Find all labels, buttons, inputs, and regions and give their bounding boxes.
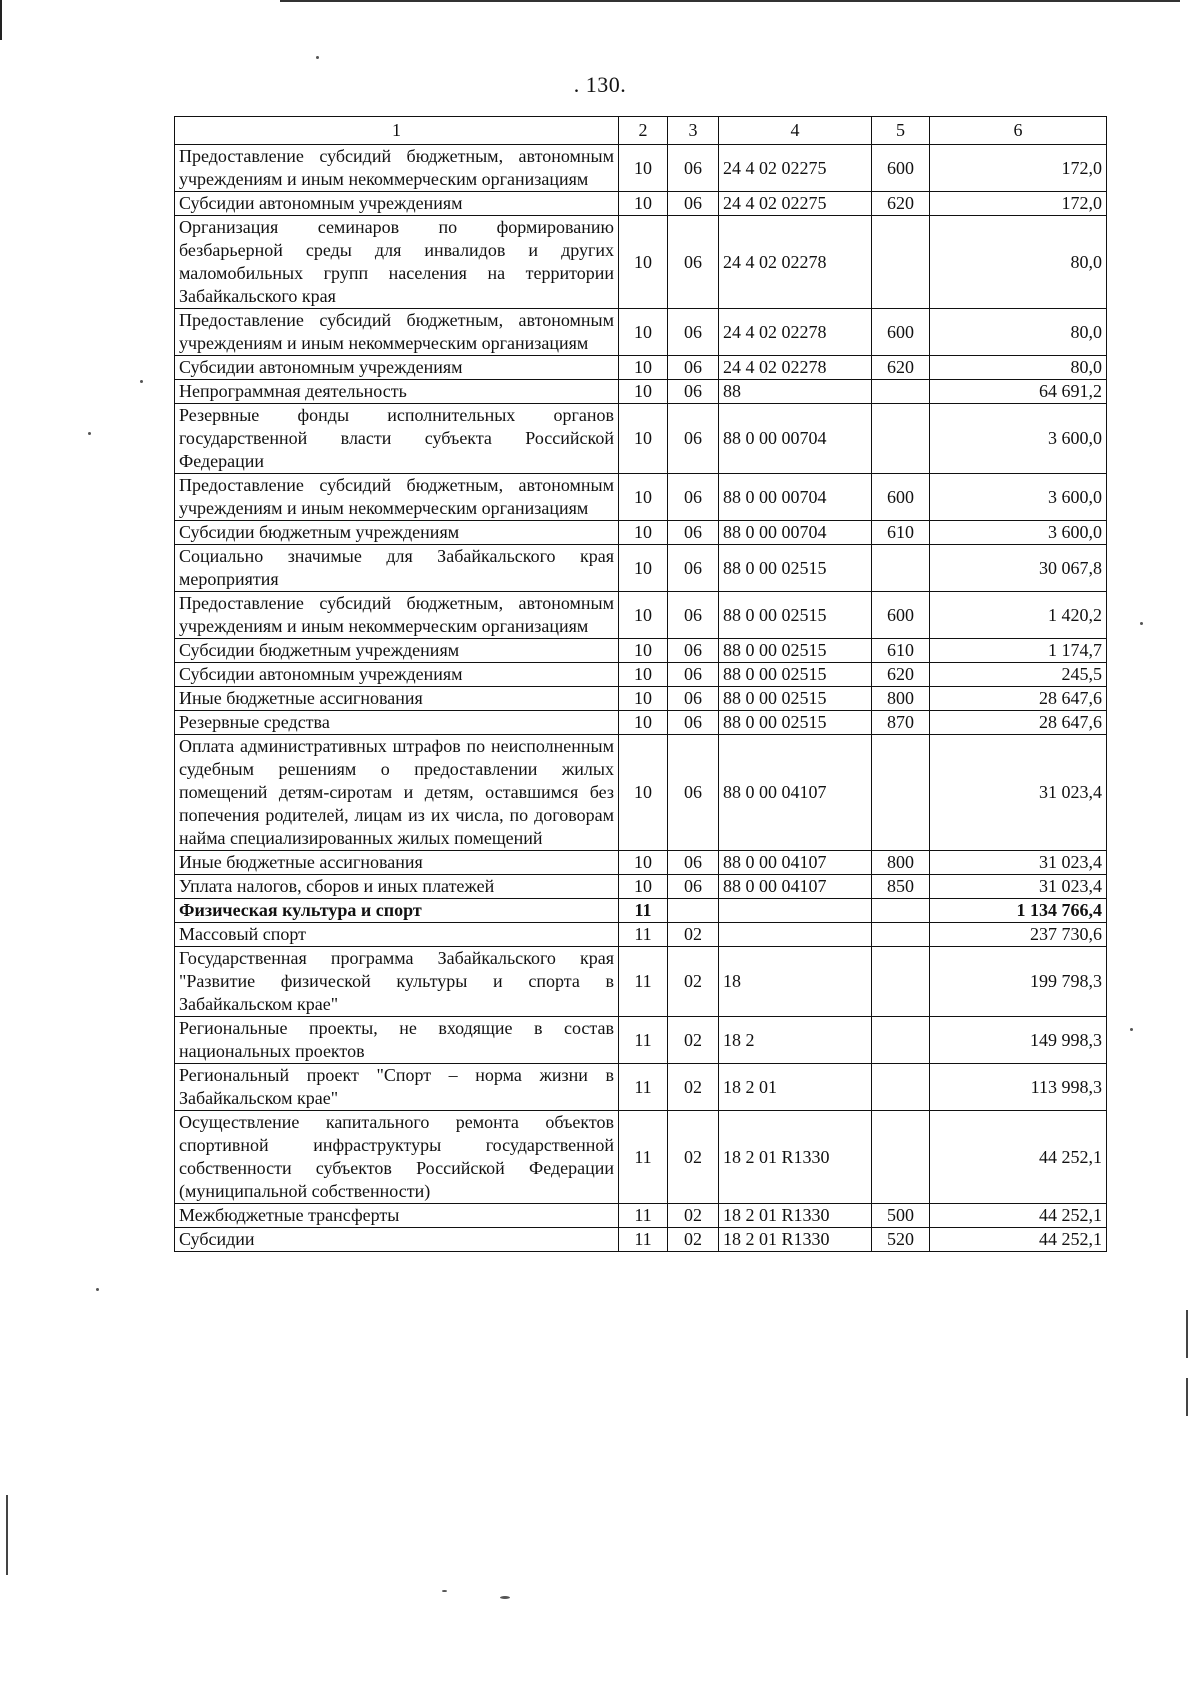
row-expense-type: [872, 735, 930, 851]
row-name: Государственная программа Забайкальского края "Развитие физической культуры и спорта в Забайкальском крае": [175, 947, 619, 1017]
table-row: [175, 145, 1107, 192]
row-name: Физическая культура и спорт: [175, 899, 619, 923]
header-col-2: 2: [619, 117, 668, 145]
table-row: [175, 192, 1107, 216]
table-row: [175, 1228, 1107, 1252]
row-amount: 64 691,2: [930, 380, 1107, 404]
row-name: Уплата налогов, сборов и иных платежей: [175, 875, 619, 899]
row-target-code: 18 2: [719, 1017, 872, 1064]
row-amount: 1 134 766,4: [930, 899, 1107, 923]
scan-border-left: [0, 0, 2, 40]
row-name: Предоставление субсидий бюджетным, автономным учреждениям и иным некоммерческим организациям: [175, 592, 619, 639]
row-target-code: 24 4 02 02275: [719, 192, 872, 216]
table-row: [175, 216, 1107, 309]
table-row: [175, 899, 1107, 923]
row-section: 11: [619, 947, 668, 1017]
row-section: 10: [619, 192, 668, 216]
row-name: Субсидии бюджетным учреждениям: [175, 521, 619, 545]
row-name: Массовый спорт: [175, 923, 619, 947]
row-amount: 31 023,4: [930, 735, 1107, 851]
row-name: Оплата административных штрафов по неисполненным судебным решениям о предоставлении жилых помещений детям-сиротам и детям, оставшимся без попечения родителей, лицам из их числа, по договорам найма специализированных жилых помещений: [175, 735, 619, 851]
row-section: 10: [619, 380, 668, 404]
row-amount: 149 998,3: [930, 1017, 1107, 1064]
header-col-1: 1: [175, 117, 619, 145]
row-amount: 44 252,1: [930, 1204, 1107, 1228]
row-section: 11: [619, 1017, 668, 1064]
row-name: Предоставление субсидий бюджетным, автономным учреждениям и иным некоммерческим организациям: [175, 145, 619, 192]
row-section: 10: [619, 216, 668, 309]
row-expense-type: 620: [872, 663, 930, 687]
header-col-3: 3: [668, 117, 719, 145]
row-subsection: 02: [668, 923, 719, 947]
row-expense-type: 620: [872, 192, 930, 216]
row-section: 11: [619, 1111, 668, 1204]
row-expense-type: 610: [872, 639, 930, 663]
row-target-code: 88 0 00 00704: [719, 404, 872, 474]
row-target-code: 18: [719, 947, 872, 1017]
row-section: 10: [619, 309, 668, 356]
table-row: [175, 592, 1107, 639]
row-target-code: 88 0 00 02515: [719, 639, 872, 663]
budget-table: [174, 116, 1107, 1252]
row-amount: 80,0: [930, 309, 1107, 356]
row-section: 10: [619, 639, 668, 663]
row-expense-type: 800: [872, 851, 930, 875]
row-subsection: 06: [668, 404, 719, 474]
row-name: Субсидии автономным учреждениям: [175, 192, 619, 216]
row-name: Межбюджетные трансферты: [175, 1204, 619, 1228]
table-row: [175, 687, 1107, 711]
row-subsection: 06: [668, 192, 719, 216]
row-expense-type: 600: [872, 309, 930, 356]
row-subsection: 02: [668, 1064, 719, 1111]
table-row: [175, 851, 1107, 875]
row-amount: 113 998,3: [930, 1064, 1107, 1111]
scan-margin-mark: [6, 1495, 8, 1575]
row-amount: 44 252,1: [930, 1228, 1107, 1252]
table-row: [175, 1111, 1107, 1204]
row-expense-type: [872, 923, 930, 947]
row-target-code: 88 0 00 04107: [719, 851, 872, 875]
row-subsection: 02: [668, 1017, 719, 1064]
row-name: Региональные проекты, не входящие в состав национальных проектов: [175, 1017, 619, 1064]
table-row: [175, 875, 1107, 899]
row-amount: 30 067,8: [930, 545, 1107, 592]
table-row: [175, 404, 1107, 474]
row-amount: 80,0: [930, 356, 1107, 380]
scan-margin-mark: [1186, 1378, 1188, 1416]
table-row: [175, 663, 1107, 687]
row-amount: 44 252,1: [930, 1111, 1107, 1204]
row-subsection: 02: [668, 1111, 719, 1204]
row-section: 10: [619, 592, 668, 639]
row-target-code: [719, 923, 872, 947]
row-subsection: [668, 899, 719, 923]
row-subsection: 06: [668, 545, 719, 592]
table-row: [175, 309, 1107, 356]
row-expense-type: [872, 380, 930, 404]
row-expense-type: [872, 1111, 930, 1204]
row-name: Субсидии бюджетным учреждениям: [175, 639, 619, 663]
row-target-code: 88 0 00 02515: [719, 592, 872, 639]
row-section: 11: [619, 923, 668, 947]
row-section: 10: [619, 851, 668, 875]
row-subsection: 06: [668, 356, 719, 380]
table-row: [175, 711, 1107, 735]
row-subsection: 06: [668, 521, 719, 545]
row-name: Иные бюджетные ассигнования: [175, 851, 619, 875]
row-amount: 245,5: [930, 663, 1107, 687]
row-section: 10: [619, 687, 668, 711]
table-row: [175, 923, 1107, 947]
row-subsection: 06: [668, 380, 719, 404]
row-expense-type: 500: [872, 1204, 930, 1228]
row-section: 10: [619, 735, 668, 851]
row-subsection: 06: [668, 735, 719, 851]
table-row: [175, 521, 1107, 545]
row-target-code: 88: [719, 380, 872, 404]
row-amount: 1 174,7: [930, 639, 1107, 663]
row-target-code: 88 0 00 02515: [719, 545, 872, 592]
scan-speck: [1130, 1028, 1133, 1031]
scan-speck: [442, 1590, 447, 1592]
table-row: [175, 474, 1107, 521]
row-expense-type: 600: [872, 145, 930, 192]
row-expense-type: 520: [872, 1228, 930, 1252]
table-row: [175, 1204, 1107, 1228]
row-amount: 28 647,6: [930, 687, 1107, 711]
table-row: [175, 639, 1107, 663]
table-row: [175, 545, 1107, 592]
row-target-code: 18 2 01: [719, 1064, 872, 1111]
table-row: [175, 1064, 1107, 1111]
row-subsection: 06: [668, 145, 719, 192]
row-target-code: 24 4 02 02275: [719, 145, 872, 192]
row-subsection: 06: [668, 711, 719, 735]
row-target-code: 88 0 00 02515: [719, 687, 872, 711]
row-expense-type: 600: [872, 474, 930, 521]
row-target-code: 88 0 00 02515: [719, 663, 872, 687]
row-target-code: 88 0 00 02515: [719, 711, 872, 735]
row-expense-type: [872, 947, 930, 1017]
row-section: 10: [619, 663, 668, 687]
row-expense-type: [872, 1064, 930, 1111]
row-amount: 28 647,6: [930, 711, 1107, 735]
row-subsection: 02: [668, 947, 719, 1017]
row-subsection: 06: [668, 663, 719, 687]
row-subsection: 06: [668, 875, 719, 899]
row-section: 10: [619, 356, 668, 380]
row-name: Региональный проект "Спорт – норма жизни в Забайкальском крае": [175, 1064, 619, 1111]
row-name: Организация семинаров по формированию безбарьерной среды для инвалидов и других маломобильных групп населения на территории Забайкальского края: [175, 216, 619, 309]
row-subsection: 06: [668, 851, 719, 875]
scan-speck: [316, 56, 319, 59]
row-expense-type: 620: [872, 356, 930, 380]
row-target-code: 88 0 00 00704: [719, 474, 872, 521]
row-name: Субсидии: [175, 1228, 619, 1252]
row-section: 11: [619, 1228, 668, 1252]
row-expense-type: 850: [872, 875, 930, 899]
table-row: [175, 1017, 1107, 1064]
row-section: 11: [619, 1064, 668, 1111]
row-amount: 237 730,6: [930, 923, 1107, 947]
scan-speck: [500, 1596, 510, 1599]
row-subsection: 06: [668, 592, 719, 639]
row-amount: 3 600,0: [930, 521, 1107, 545]
row-expense-type: 870: [872, 711, 930, 735]
scan-speck: [140, 380, 143, 383]
row-subsection: 06: [668, 639, 719, 663]
row-name: Предоставление субсидий бюджетным, автономным учреждениям и иным некоммерческим организациям: [175, 309, 619, 356]
row-section: 10: [619, 711, 668, 735]
header-col-5: 5: [872, 117, 930, 145]
scan-margin-mark: [1186, 1310, 1188, 1358]
row-target-code: 24 4 02 02278: [719, 356, 872, 380]
table-header-row: [175, 117, 1107, 145]
row-name: Непрограммная деятельность: [175, 380, 619, 404]
row-expense-type: 610: [872, 521, 930, 545]
row-name: Субсидии автономным учреждениям: [175, 356, 619, 380]
row-name: Иные бюджетные ассигнования: [175, 687, 619, 711]
table-row: [175, 380, 1107, 404]
row-amount: 172,0: [930, 192, 1107, 216]
row-target-code: 24 4 02 02278: [719, 216, 872, 309]
row-section: 10: [619, 875, 668, 899]
row-name: Социально значимые для Забайкальского края мероприятия: [175, 545, 619, 592]
row-section: 11: [619, 1204, 668, 1228]
table-row: [175, 947, 1107, 1017]
row-expense-type: [872, 1017, 930, 1064]
row-expense-type: [872, 899, 930, 923]
row-amount: 199 798,3: [930, 947, 1107, 1017]
scan-border-top: [280, 0, 1180, 2]
row-target-code: 88 0 00 00704: [719, 521, 872, 545]
table-row: [175, 356, 1107, 380]
row-target-code: 24 4 02 02278: [719, 309, 872, 356]
row-expense-type: [872, 216, 930, 309]
row-subsection: 02: [668, 1204, 719, 1228]
row-amount: 3 600,0: [930, 404, 1107, 474]
scan-speck: [1140, 622, 1143, 625]
row-section: 10: [619, 545, 668, 592]
row-target-code: [719, 899, 872, 923]
row-subsection: 06: [668, 216, 719, 309]
row-target-code: 18 2 01 R1330: [719, 1204, 872, 1228]
row-target-code: 18 2 01 R1330: [719, 1111, 872, 1204]
row-subsection: 06: [668, 309, 719, 356]
page-number: . 130.: [573, 72, 627, 97]
header-col-6: 6: [930, 117, 1107, 145]
row-section: 10: [619, 404, 668, 474]
row-section: 11: [619, 899, 668, 923]
table-row: [175, 735, 1107, 851]
row-amount: 80,0: [930, 216, 1107, 309]
scan-speck: [88, 432, 91, 435]
row-name: Осуществление капитального ремонта объектов спортивной инфраструктуры государственной собственности субъектов Российской Федерации (муниципальной собственности): [175, 1111, 619, 1204]
row-subsection: 06: [668, 687, 719, 711]
row-section: 10: [619, 145, 668, 192]
row-amount: 172,0: [930, 145, 1107, 192]
row-expense-type: [872, 545, 930, 592]
row-section: 10: [619, 474, 668, 521]
row-name: Резервные средства: [175, 711, 619, 735]
row-name: Резервные фонды исполнительных органов государственной власти субъекта Российской Федерации: [175, 404, 619, 474]
row-name: Субсидии автономным учреждениям: [175, 663, 619, 687]
row-name: Предоставление субсидий бюджетным, автономным учреждениям и иным некоммерческим организациям: [175, 474, 619, 521]
row-amount: 31 023,4: [930, 851, 1107, 875]
row-section: 10: [619, 521, 668, 545]
scan-speck: [96, 1288, 99, 1291]
row-amount: 3 600,0: [930, 474, 1107, 521]
row-expense-type: 600: [872, 592, 930, 639]
row-expense-type: [872, 404, 930, 474]
row-target-code: 88 0 00 04107: [719, 875, 872, 899]
row-subsection: 02: [668, 1228, 719, 1252]
row-amount: 1 420,2: [930, 592, 1107, 639]
row-subsection: 06: [668, 474, 719, 521]
header-col-4: 4: [719, 117, 872, 145]
row-target-code: 18 2 01 R1330: [719, 1228, 872, 1252]
row-target-code: 88 0 00 04107: [719, 735, 872, 851]
row-expense-type: 800: [872, 687, 930, 711]
row-amount: 31 023,4: [930, 875, 1107, 899]
